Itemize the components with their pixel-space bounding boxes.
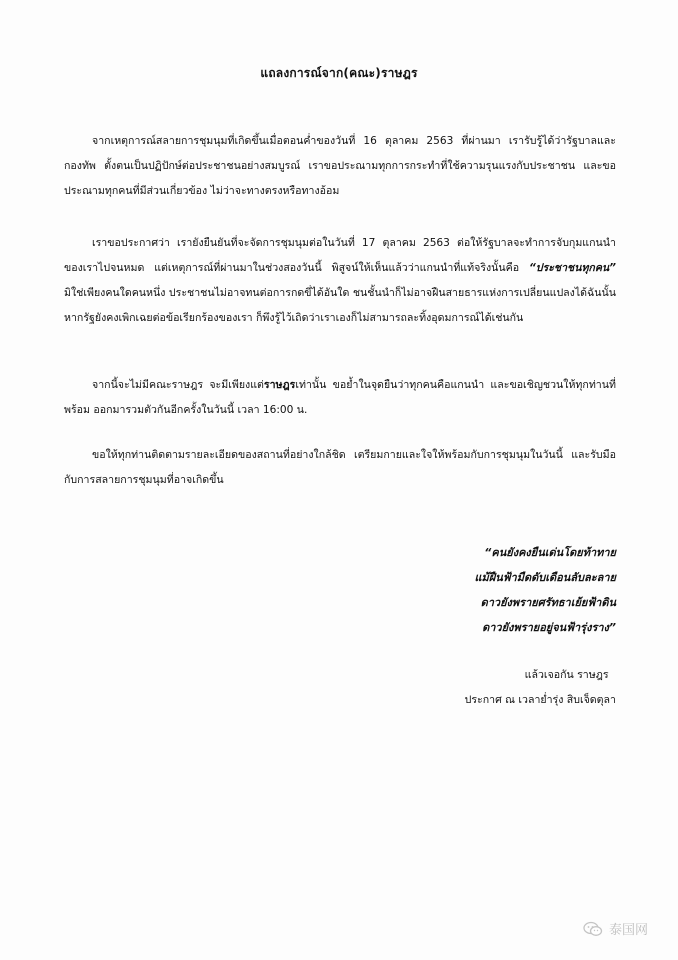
paragraph-3-emphasis: ราษฎร — [263, 379, 296, 391]
watermark — [583, 919, 648, 938]
document-title: แถลงการณ์จาก(คณะ)ราษฎร — [260, 66, 418, 80]
signature-line-2: ประกาศ ณ เวลาย่ำรุ่ง สิบเจ็ดตุลา — [464, 694, 616, 706]
poem-line-1: “คนยังคงยืนเด่นโดยท้าทาย — [484, 546, 616, 559]
paragraph-2 — [64, 231, 616, 331]
paragraph-3-text-c: เท่านั้น ขอย้ำในจุดยืนว่าทุกคนคือแกนนำ และขอเชิญชวนให้ทุกท่านที่พร้อม ออกมารวมตัวกันอีกครั้งในวันนี้ เวลา 16:00 น. — [64, 379, 616, 416]
paragraph-4: ขอให้ทุกท่านติดตามรายละเอียดของสถานที่อย่างใกล้ชิด เตรียมกายและใจให้พร้อมกับการชุมนุมในวันนี้ และรับมือกับการสลายการชุมนุมที่อาจเกิดขึ้น — [64, 449, 616, 486]
poem-line-2: แม้ฝืนฟ้ามืดดับเดือนลับละลาย — [474, 571, 616, 584]
paragraph-1: จากเหตุการณ์สลายการชุมนุมที่เกิดขึ้นเมื่อตอนค่ำของวันที่ 16 ตุลาคม 2563 ที่ผ่านมา เรารับรู้ได้ว่ารัฐบาลและกองทัพ ตั้งตนเป็นปฏิปักษ์ต่อประชาชนอย่างสมบูรณ์ เราขอประณามทุกการกระทำที่ใช้ความรุนแรงกับประชาชน และขอประณามทุกคนที่มีส่วนเกี่ยวข้อง ไม่ว่าจะทางตรงหรือทางอ้อม — [64, 135, 616, 197]
signature-line-1: แล้วเจอกัน ราษฎร — [524, 669, 609, 681]
signature-block — [465, 663, 616, 713]
poem-block — [474, 540, 616, 640]
poem-line-4: ดาวยังพรายอยู่จนฟ้ารุ่งราง” — [482, 621, 616, 634]
paragraph-2-text-c: มิใช่เพียงคนใดคนหนึ่ง ประชาชนไม่อาจทนต่อการกดขี่ได้อันใด ชนชั้นนำก็ไม่อาจฝืนสายธารแห่งการเปลี่ยนแปลงได้ฉันนั้น หากรัฐยังคงเพิกเฉยต่อข้อเรียกร้องของเรา ก็พึงรู้ไว้เถิดว่าเราเองก็ไม่สามารถละทิ้งอุดมการณ์ได้เช่นกัน — [64, 287, 616, 324]
paragraph-2-emphasis: “ประชาชนทุกคน” — [528, 262, 616, 274]
wechat-icon — [583, 921, 603, 937]
watermark-label: 泰国网 — [608, 923, 648, 938]
poem-line-3: ดาวยังพรายศรัทธาเย้ยฟ้าดิน — [480, 596, 616, 609]
paragraph-3-text-a: จากนี้จะไม่มีคณะราษฎร จะมีเพียงแต่ — [92, 379, 264, 391]
paragraph-3 — [64, 373, 616, 423]
paragraph-2-text-a: เราขอประกาศว่า เรายังยืนยันที่จะจัดการชุมนุมต่อในวันที่ 17 ตุลาคม 2563 ต่อให้รัฐบาลจะทำการจับกุมแกนนำของเราไปจนหมด แต่เหตุการณ์ที่ผ่านมาในช่วงสองวันนี้ พิสูจน์ให้เห็นแล้วว่าแกนนำที่แท้จริงนั้นคือ — [64, 237, 616, 274]
